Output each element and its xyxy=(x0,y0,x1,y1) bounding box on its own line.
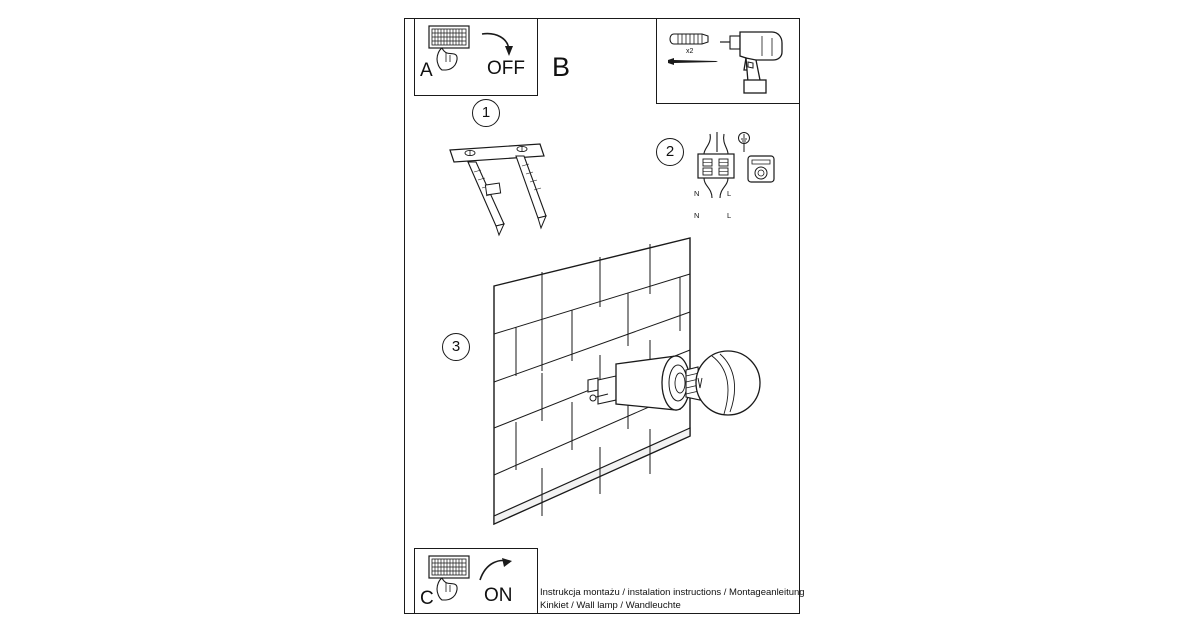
screw-icon xyxy=(666,56,722,68)
terminal-label-n2: N xyxy=(694,211,700,220)
curved-down-arrow-icon xyxy=(478,30,516,64)
curved-up-arrow-icon xyxy=(476,556,514,590)
terminal-label-n: N xyxy=(694,189,700,198)
wall-lamp-mounted-on-brick-wall xyxy=(480,228,800,538)
panel-b-letter: B xyxy=(552,52,571,82)
caption-block xyxy=(540,586,805,612)
step-number-3: 3 xyxy=(442,333,470,361)
panel-a-state-label: OFF xyxy=(487,58,525,79)
panel-c-state-label: ON xyxy=(484,585,513,606)
quantity-label: x2 xyxy=(686,48,694,55)
step-number-2: 2 xyxy=(656,138,684,166)
terminal-label-l2: L xyxy=(727,211,732,220)
panel-c-letter: C xyxy=(420,588,434,609)
caption-line-2: Kinkiet / Wall lamp / Wandleuchte xyxy=(540,600,681,611)
caption-line-1: Instrukcja montażu / instalation instructions / Montageanleitung xyxy=(540,587,805,598)
terminal-block-wiring xyxy=(690,130,800,240)
cordless-drill-icon xyxy=(716,22,796,98)
step-number-1: 1 xyxy=(472,99,500,127)
panel-a-letter: A xyxy=(420,60,433,81)
wall-plug-icon xyxy=(668,28,716,50)
terminal-label-l: L xyxy=(727,189,732,198)
